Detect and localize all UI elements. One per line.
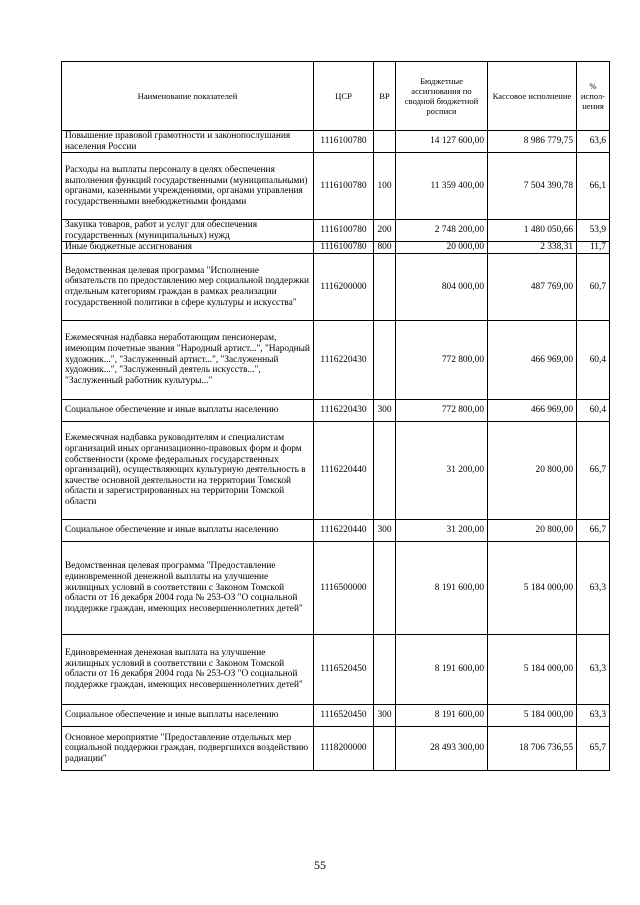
row-name: Ежемесячная надбавка неработающим пенсионерам, имеющим почетные звания "Народный артист...", "Народный художник...", "Заслуженный артист...", "Заслуженный художник...", "Заслуженный деятель искусств...", "Заслуженный работник культуры..." xyxy=(62,320,314,399)
row-cash: 20 800,00 xyxy=(488,421,577,519)
row-pct: 53,9 xyxy=(577,220,610,242)
row-name: Ведомственная целевая программа "Исполнение обязательств по предоставлению мер социальной поддержки отдельным категориям граждан в рамках реализации государственной политики в сфере культуры и искусства" xyxy=(62,253,314,320)
table-body xyxy=(62,131,610,771)
row-vr xyxy=(374,320,396,399)
row-csr: 1116100780 xyxy=(314,242,374,254)
row-csr: 1118200000 xyxy=(314,726,374,770)
row-pct: 66,7 xyxy=(577,421,610,519)
row-budget: 14 127 600,00 xyxy=(396,131,488,153)
row-name: Основное мероприятие "Предоставление отдельных мер социальной поддержки граждан, подвергшихся воздействию радиации" xyxy=(62,726,314,770)
header-pct: % испол-нения xyxy=(577,62,610,131)
row-csr: 1116520450 xyxy=(314,634,374,704)
row-csr: 1116200000 xyxy=(314,253,374,320)
row-csr: 1116220440 xyxy=(314,421,374,519)
table-row xyxy=(62,220,610,242)
table-row xyxy=(62,153,610,220)
row-budget: 8 191 600,00 xyxy=(396,541,488,634)
row-budget: 28 493 300,00 xyxy=(396,726,488,770)
row-vr: 300 xyxy=(374,519,396,541)
row-pct: 60,4 xyxy=(577,320,610,399)
row-cash: 8 986 779,75 xyxy=(488,131,577,153)
row-cash: 7 504 390,78 xyxy=(488,153,577,220)
row-vr xyxy=(374,541,396,634)
row-pct: 11,7 xyxy=(577,242,610,254)
row-budget: 20 000,00 xyxy=(396,242,488,254)
header-name: Наименование показателей xyxy=(62,62,314,131)
header-budget: Бюджетные ассигнования по сводной бюджетной росписи xyxy=(396,62,488,131)
row-cash: 5 184 000,00 xyxy=(488,634,577,704)
row-csr: 1116220430 xyxy=(314,320,374,399)
row-pct: 63,3 xyxy=(577,704,610,726)
row-pct: 66,1 xyxy=(577,153,610,220)
row-vr: 100 xyxy=(374,153,396,220)
table-row xyxy=(62,541,610,634)
row-name: Социальное обеспечение и иные выплаты населению xyxy=(62,704,314,726)
row-cash: 2 338,31 xyxy=(488,242,577,254)
row-vr xyxy=(374,421,396,519)
header-vr: ВР xyxy=(374,62,396,131)
row-csr: 1116220430 xyxy=(314,399,374,421)
table-row xyxy=(62,421,610,519)
row-budget: 31 200,00 xyxy=(396,421,488,519)
row-budget: 8 191 600,00 xyxy=(396,704,488,726)
table-row xyxy=(62,242,610,254)
row-vr xyxy=(374,634,396,704)
row-vr xyxy=(374,253,396,320)
row-name: Социальное обеспечение и иные выплаты населению xyxy=(62,519,314,541)
row-vr xyxy=(374,131,396,153)
row-cash: 1 480 050,66 xyxy=(488,220,577,242)
row-pct: 63,3 xyxy=(577,541,610,634)
row-name: Ежемесячная надбавка руководителям и специалистам организаций иных организационно-правовых форм и форм собственности (кроме федеральных государственных организаций), осуществляющих культурную деятельность в качестве основной деятельности на территории Томской области и зарегистрированных на территории Томской области xyxy=(62,421,314,519)
row-cash: 466 969,00 xyxy=(488,399,577,421)
row-budget: 804 000,00 xyxy=(396,253,488,320)
row-name: Закупка товаров, работ и услуг для обеспечения государственных (муниципальных) нужд xyxy=(62,220,314,242)
row-budget: 8 191 600,00 xyxy=(396,634,488,704)
row-csr: 1116500000 xyxy=(314,541,374,634)
row-csr: 1116220440 xyxy=(314,519,374,541)
table-row xyxy=(62,253,610,320)
row-name: Социальное обеспечение и иные выплаты населению xyxy=(62,399,314,421)
row-name: Ведомственная целевая программа "Предоставление единовременной денежной выплаты на улучшение жилищных условий в соответствии с Законом Томской области от 16 декабря 2004 года № 253-ОЗ "О социальной поддержке граждан, имеющих несовершеннолетних детей" xyxy=(62,541,314,634)
budget-table xyxy=(61,61,610,771)
row-vr: 800 xyxy=(374,242,396,254)
table-row xyxy=(62,320,610,399)
row-name: Иные бюджетные ассигнования xyxy=(62,242,314,254)
row-cash: 5 184 000,00 xyxy=(488,704,577,726)
row-cash: 5 184 000,00 xyxy=(488,541,577,634)
row-csr: 1116100780 xyxy=(314,153,374,220)
table-row xyxy=(62,519,610,541)
header-csr: ЦСР xyxy=(314,62,374,131)
row-cash: 18 706 736,55 xyxy=(488,726,577,770)
page-number: 55 xyxy=(314,858,326,872)
row-pct: 65,7 xyxy=(577,726,610,770)
row-vr: 300 xyxy=(374,704,396,726)
header-cash: Кассовое исполнение xyxy=(488,62,577,131)
row-budget: 2 748 200,00 xyxy=(396,220,488,242)
row-csr: 1116100780 xyxy=(314,220,374,242)
row-pct: 60,7 xyxy=(577,253,610,320)
row-name: Повышение правовой грамотности и законопослушания населения России xyxy=(62,131,314,153)
row-cash: 20 800,00 xyxy=(488,519,577,541)
row-csr: 1116520450 xyxy=(314,704,374,726)
row-budget: 11 359 400,00 xyxy=(396,153,488,220)
row-cash: 466 969,00 xyxy=(488,320,577,399)
row-cash: 487 769,00 xyxy=(488,253,577,320)
table-row xyxy=(62,726,610,770)
table-row xyxy=(62,634,610,704)
row-vr xyxy=(374,726,396,770)
row-budget: 772 800,00 xyxy=(396,399,488,421)
table-row xyxy=(62,399,610,421)
row-pct: 66,7 xyxy=(577,519,610,541)
row-budget: 31 200,00 xyxy=(396,519,488,541)
row-pct: 63,3 xyxy=(577,634,610,704)
row-budget: 772 800,00 xyxy=(396,320,488,399)
table-row xyxy=(62,704,610,726)
row-pct: 63,6 xyxy=(577,131,610,153)
table-header-row xyxy=(62,62,610,131)
row-vr: 300 xyxy=(374,399,396,421)
row-name: Единовременная денежная выплата на улучшение жилищных условий в соответствии с Законом Томской области от 16 декабря 2004 года № 253-ОЗ "О социальной поддержке граждан, имеющих несовершеннолетних детей" xyxy=(62,634,314,704)
row-vr: 200 xyxy=(374,220,396,242)
row-pct: 60,4 xyxy=(577,399,610,421)
row-csr: 1116100780 xyxy=(314,131,374,153)
row-name: Расходы на выплаты персоналу в целях обеспечения выполнения функций государственными (муниципальными) органами, казенными учреждениями, органами управления государственными внебюджетными фондами xyxy=(62,153,314,220)
table-row xyxy=(62,131,610,153)
